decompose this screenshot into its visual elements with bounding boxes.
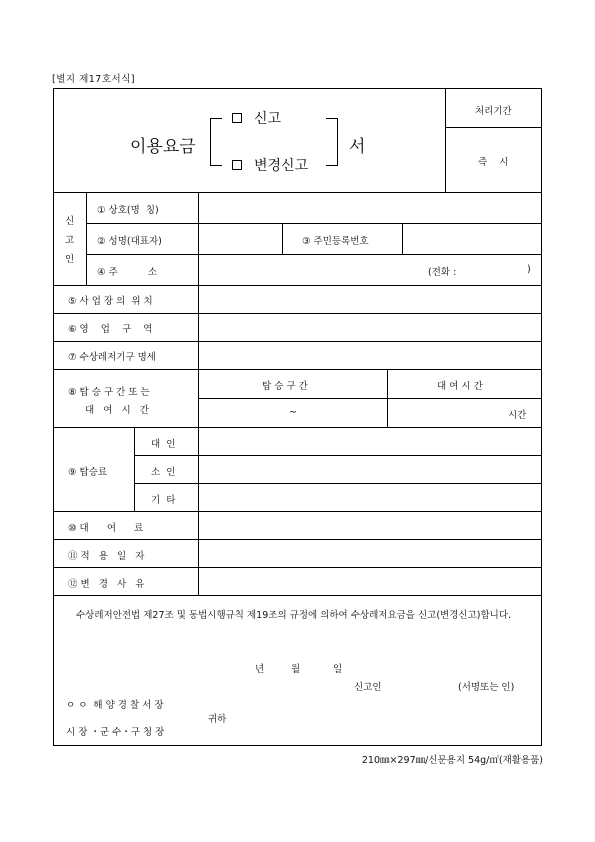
other-label: 기 타: [151, 495, 176, 506]
recipient-coast-guard: ㅇ ㅇ 해 양 경 찰 서 장: [66, 700, 164, 711]
resident-number-label: ③ 주민등록번호: [302, 236, 369, 247]
boarding-section-header: 탑 승 구 간: [262, 381, 308, 392]
business-area-label: ⑥ 영 업 구 역: [68, 324, 153, 335]
form-title-suffix: 서: [349, 137, 366, 157]
effective-date-field[interactable]: [199, 540, 541, 566]
reporter-label: 신고인: [354, 682, 382, 693]
divider: [53, 595, 542, 596]
address-field[interactable]: [199, 255, 424, 284]
processing-period-value: 즉 시: [478, 157, 509, 168]
reporter-group-label: 인: [65, 254, 75, 265]
processing-period-label: 처리기간: [475, 106, 512, 117]
declaration-text: 수상레저안전법 제27조 및 동법시행규칙 제19조의 규정에 의하여 수상레저요금을 신고(변경신고)합니다.: [76, 610, 512, 621]
change-report-checkbox[interactable]: [232, 160, 242, 170]
hours-unit: 시간: [508, 410, 527, 421]
left-bracket: [210, 118, 222, 166]
month-label: 월: [291, 664, 301, 675]
divider: [134, 427, 135, 511]
rental-fee-label: ⑩ 대 여 료: [68, 523, 144, 534]
change-reason-field[interactable]: [199, 568, 541, 594]
section-8-label: ⑧ 탑 승 구 간 또 는: [68, 387, 150, 398]
address-label: ④ 주 소: [97, 267, 158, 278]
child-fare-field[interactable]: [199, 456, 541, 482]
rental-time-field[interactable]: [388, 399, 503, 426]
divider: [445, 127, 542, 128]
form-title-left: 이용요금: [130, 137, 196, 157]
trade-name-label: ① 상호(명 칭): [97, 205, 159, 216]
other-fare-field[interactable]: [199, 484, 541, 510]
section-8-label: 대 여 시 간: [85, 405, 149, 416]
rental-time-header: 대 여 시 간: [437, 381, 483, 392]
form-number-label: [별지 제17호서식]: [52, 74, 136, 85]
divider: [445, 88, 446, 192]
adult-label: 대 인: [151, 439, 176, 450]
effective-date-label: ⑪ 적 용 일 자: [68, 551, 145, 562]
resident-number-field[interactable]: [403, 224, 541, 253]
divider: [53, 369, 542, 370]
recipient-local-government: 시 장 ・군 수・구 청 장: [66, 727, 165, 738]
divider: [86, 192, 87, 285]
boarding-section-field[interactable]: [199, 399, 386, 426]
report-option-label: 신고: [254, 111, 282, 127]
rental-fee-field[interactable]: [199, 512, 541, 538]
report-checkbox[interactable]: [232, 113, 242, 123]
right-bracket: [326, 118, 338, 166]
business-location-label: ⑤ 사 업 장 의 위 치: [68, 296, 153, 307]
phone-close: ): [527, 264, 531, 275]
business-location-field[interactable]: [199, 286, 541, 312]
fare-label: ⑨ 탑승료: [68, 467, 108, 478]
day-label: 일: [333, 664, 343, 675]
trade-name-field[interactable]: [199, 193, 541, 222]
divider: [282, 223, 283, 254]
phone-label: (전화 :: [428, 267, 457, 278]
honorific-label: 귀하: [208, 714, 227, 725]
paper-spec-footer: 210㎜×297㎜/신문용지 54g/㎡(재활용품): [361, 755, 543, 766]
range-tilde: ~: [289, 407, 297, 418]
business-area-field[interactable]: [199, 314, 541, 340]
representative-name-label: ② 성명(대표자): [97, 236, 162, 247]
reporter-group-label: 신: [65, 216, 75, 227]
child-label: 소 인: [151, 467, 176, 478]
change-reason-label: ⑫ 변 경 사 유: [68, 579, 145, 590]
equipment-label: ⑦ 수상레저기구 명세: [68, 352, 156, 363]
representative-name-field[interactable]: [199, 224, 281, 253]
change-report-option-label: 변경신고: [254, 158, 309, 174]
reporter-group-label: 고: [65, 235, 75, 246]
adult-fare-field[interactable]: [199, 428, 541, 454]
signature-label: (서명또는 인): [458, 682, 515, 693]
equipment-field[interactable]: [199, 342, 541, 368]
year-label: 년: [255, 664, 265, 675]
